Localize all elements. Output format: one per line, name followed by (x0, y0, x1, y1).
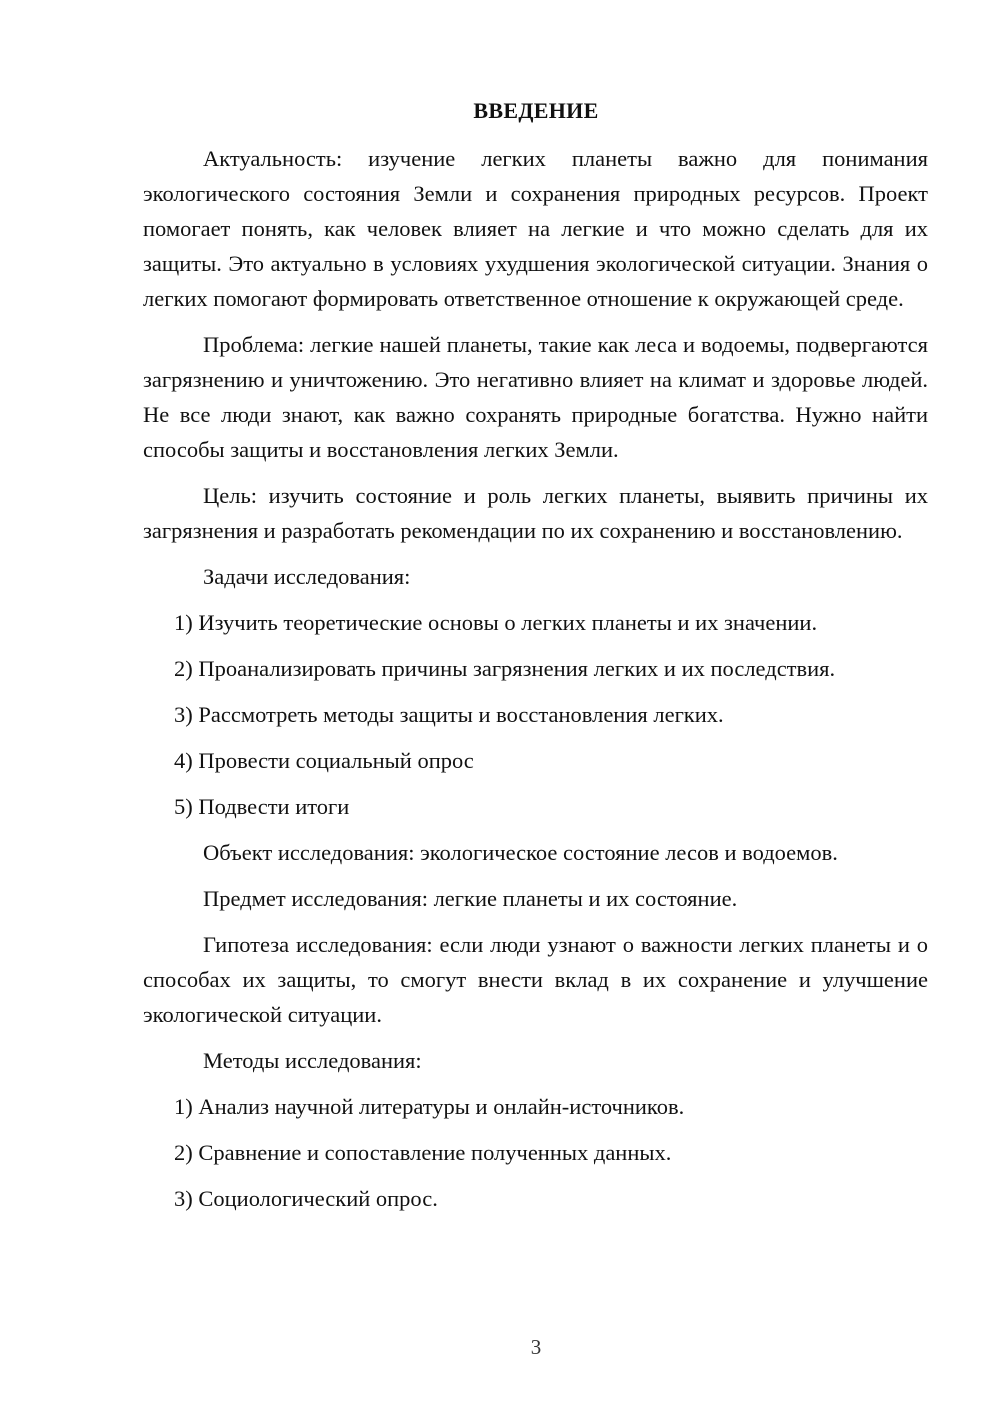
method-item-3: 3) Социологический опрос. (174, 1186, 438, 1211)
page-title: ВВЕДЕНИЕ (473, 98, 599, 123)
task-item-5: 5) Подвести итоги (174, 794, 350, 819)
task-item-1: 1) Изучить теоретические основы о легких планеты и их значении. (174, 610, 818, 635)
task-item-2: 2) Проанализировать причины загрязнения легких и их последствия. (174, 656, 836, 681)
hypothesis-paragraph: Гипотеза исследования: если люди узнают о важности легких планеты и о способах их защиты, то смогут внести вклад в их сохранение и улучшение экологической ситуации. (143, 932, 928, 1027)
goal-paragraph: Цель: изучить состояние и роль легких планеты, выявить причины их загрязнения и разработать рекомендации по их сохранению и восстановлению. (143, 483, 928, 543)
method-item-1: 1) Анализ научной литературы и онлайн-источников. (174, 1094, 685, 1119)
method-item-2: 2) Сравнение и сопоставление полученных данных. (174, 1140, 672, 1165)
relevance-paragraph: Актуальность: изучение легких планеты важно для понимания экологического состояния Земли и сохранения природных ресурсов. Проект помогает понять, как человек влияет на легкие и что можно сделать для их защиты. Это актуально в условиях ухудшения экологической ситуации. Знания о легких помогают формировать ответственное отношение к окружающей среде. (143, 146, 928, 311)
document-body (143, 141, 928, 1227)
tasks-heading: Задачи исследования: (203, 564, 411, 589)
object-paragraph: Объект исследования: экологическое состояние лесов и водоемов. (203, 840, 838, 865)
task-item-3: 3) Рассмотреть методы защиты и восстановления легких. (174, 702, 724, 727)
page-number: 3 (530, 1335, 542, 1359)
subject-paragraph: Предмет исследования: легкие планеты и их состояние. (203, 886, 738, 911)
problem-paragraph: Проблема: легкие нашей планеты, такие как леса и водоемы, подвергаются загрязнению и уничтожению. Это негативно влияет на климат и здоровье людей. Не все люди знают, как важно сохранять природные богатства. Нужно найти способы защиты и восстановления легких Земли. (143, 332, 928, 462)
methods-heading: Методы исследования: (203, 1048, 422, 1073)
task-item-4: 4) Провести социальный опрос (174, 748, 474, 773)
